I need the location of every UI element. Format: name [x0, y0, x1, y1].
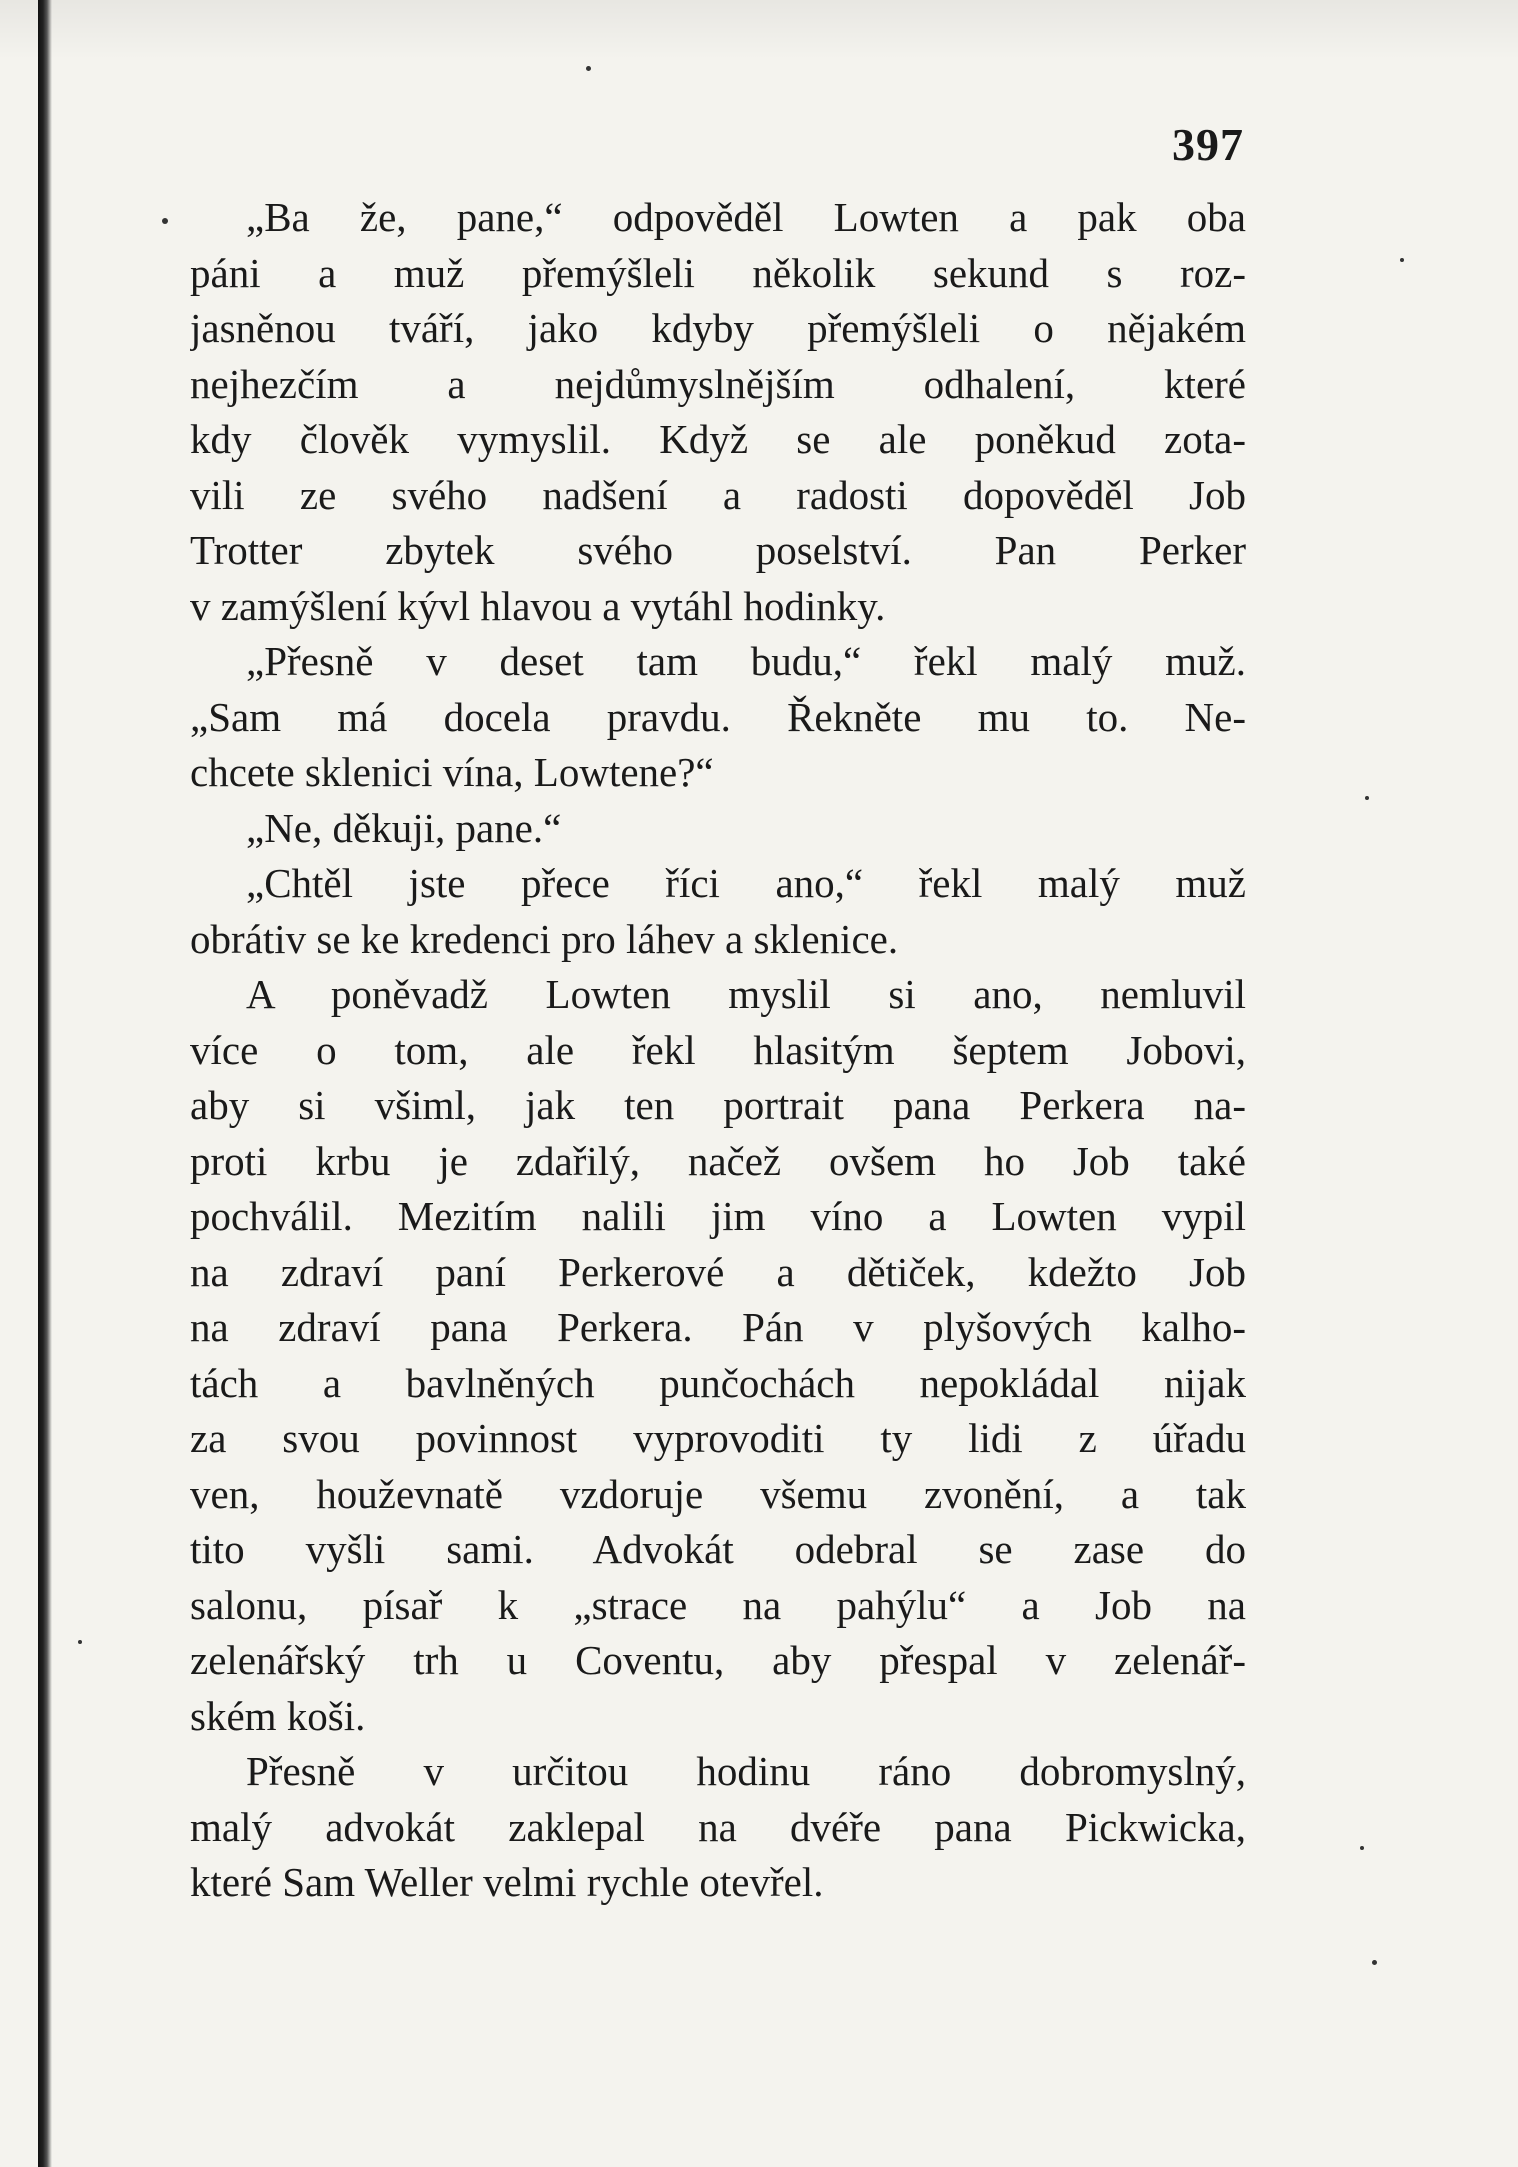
- text-line: „Ba že, pane,“ odpověděl Lowten a pak oba: [246, 194, 1246, 240]
- text-line: na zdraví paní Perkerové a dětiček, kdežto Job: [190, 1248, 1246, 1295]
- text-line: aby si všiml, jak ten portrait pana Perkera na-: [190, 1082, 1246, 1128]
- paper-speck: [1400, 258, 1404, 262]
- book-binding-edge: [38, 0, 52, 2167]
- text-line: tito vyšli sami. Advokát odebral se zase do: [190, 1526, 1246, 1572]
- text-line: za svou povinnost vyprovoditi ty lidi z úřadu: [190, 1415, 1246, 1461]
- paper-speck: [1372, 1960, 1377, 1965]
- paper-speck: [586, 66, 591, 71]
- text-line: nejhezčím a nejdůmyslnějším odhalení, které: [190, 360, 1246, 407]
- text-line: tách a bavlněných punčochách nepokládal nijak: [190, 1359, 1246, 1406]
- text-line: Trotter zbytek svého poselství. Pan Perker: [190, 527, 1246, 573]
- text-line: ven, houževnatě vzdoruje všemu zvonění, a tak: [190, 1470, 1246, 1517]
- text-line: ském koši.: [190, 1692, 366, 1739]
- text-line: salonu, písař k „strace na pahýlu“ a Job na: [190, 1581, 1246, 1628]
- page-number: 397: [1172, 119, 1244, 170]
- text-line: páni a muž přemýšleli několik sekund s roz-: [190, 249, 1246, 296]
- text-line: proti krbu je zdařilý, načež ovšem ho Job také: [190, 1137, 1246, 1184]
- text-line: které Sam Weller velmi rychle otevřel.: [190, 1859, 824, 1905]
- paper-speck: [162, 218, 168, 224]
- text-line: jasněnou tváří, jako kdyby přemýšleli o nějakém: [190, 305, 1246, 351]
- text-line: v zamýšlení kývl hlavou a vytáhl hodinky.: [190, 582, 886, 629]
- paper-speck: [78, 1640, 82, 1644]
- text-line: obrátiv se ke kredenci pro láhev a sklenice.: [190, 915, 899, 962]
- paper-speck: [1365, 796, 1369, 800]
- body-text: [190, 190, 1246, 1911]
- text-line: Přesně v určitou hodinu ráno dobromyslný,: [246, 1748, 1246, 1794]
- text-line: kdy člověk vymyslil. Když se ale poněkud zota-: [190, 416, 1246, 462]
- text-line: „Přesně v deset tam budu,“ řekl malý muž.: [246, 638, 1246, 684]
- page-top-shade: [0, 0, 1518, 60]
- text-line: chcete sklenici vína, Lowtene?“: [190, 749, 714, 795]
- text-line: „Chtěl jste přece říci ano,“ řekl malý muž: [246, 860, 1246, 906]
- text-line: vili ze svého nadšení a radosti dopověděl Job: [190, 471, 1246, 518]
- text-line: více o tom, ale řekl hlasitým šeptem Jobovi,: [190, 1026, 1246, 1073]
- text-line: zelenářský trh u Coventu, aby přespal v zelenář-: [190, 1637, 1246, 1683]
- paper-speck: [1360, 1846, 1364, 1850]
- text-line: „Sam má docela pravdu. Řekněte mu to. Ne-: [190, 693, 1246, 740]
- text-line: A poněvadž Lowten myslil si ano, nemluvil: [246, 971, 1246, 1017]
- text-line: na zdraví pana Perkera. Pán v plyšových kalho-: [190, 1304, 1246, 1350]
- text-line: „Ne, děkuji, pane.“: [246, 804, 562, 851]
- text-line: malý advokát zaklepal na dvéře pana Pickwicka,: [190, 1803, 1246, 1850]
- text-line: pochválil. Mezitím nalili jim víno a Lowten vypil: [190, 1193, 1246, 1239]
